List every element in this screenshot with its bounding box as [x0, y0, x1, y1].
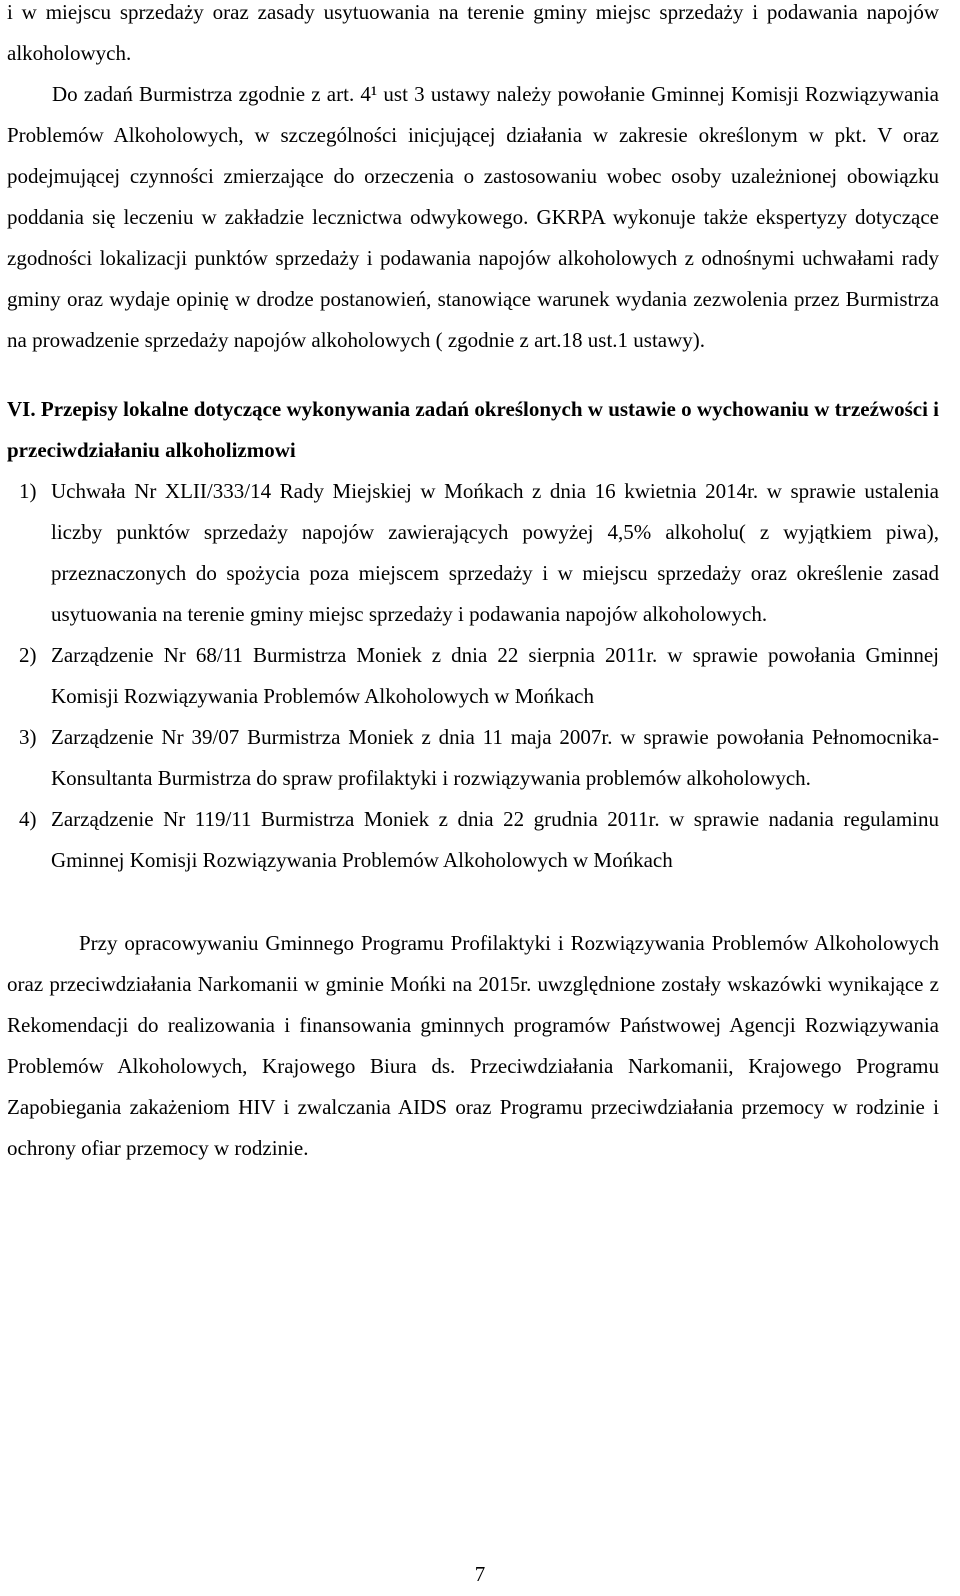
list-item-text: Zarządzenie Nr 68/11 Burmistrza Moniek z dnia 22 sierpnia 2011r. w sprawie powołania Gminnej Komisji Rozwiązywania Problemów Alkoholowych w Mońkach — [51, 643, 939, 708]
section-vi-heading — [7, 389, 939, 471]
duties-paragraph: Do zadań Burmistrza zgodnie z art. 4¹ ust 3 ustawy należy powołanie Gminnej Komisji Rozwiązywania Problemów Alkoholowych, w szczególności inicjującej działania w zakresie określonym w pkt. V oraz podejmującej czynności zmierzające do orzeczenia o zastosowaniu wobec osoby uzależnionej obowiązku poddania się leczeniu w zakładzie lecznictwa odwykowego. GKRPA wykonuje także ekspertyzy dotyczące zgodności lokalizacji punktów sprzedaży i podawania napojów alkoholowych z odnośnymi uchwałami rady gminy oraz wydaje opinię w drodze postanowień, stanowiące warunek wydania zezwolenia przez Burmistrza na prowadzenie sprzedaży napojów alkoholowych ( zgodnie z art.18 ust.1 ustawy). — [7, 82, 939, 352]
list-item — [7, 717, 939, 799]
closing-paragraph: Przy opracowywaniu Gminnego Programu Profilaktyki i Rozwiązywania Problemów Alkoholowych oraz przeciwdziałania Narkomanii w gminie Mońki na 2015r. uwzględnione zostały wskazówki wynikające z Rekomendacji do realizowania i finansowania gminnych programów Państwowej Agencji Rozwiązywania Problemów Alkoholowych, Krajowego Biura ds. Przeciwdziałania Narkomanii, Krajowego Programu Zapobiegania zakażeniom HIV i zwalczania AIDS oraz Programu przeciwdziałania przemocy w rodzinie i ochrony ofiar przemocy w rodzinie. — [7, 931, 939, 1160]
list-item-number: 2) — [19, 643, 37, 667]
continuation-paragraph: i w miejscu sprzedaży oraz zasady usytuowania na terenie gminy miejsc sprzedaży i podawania napojów alkoholowych. — [7, 0, 939, 65]
list-item-text: Zarządzenie Nr 39/07 Burmistrza Moniek z dnia 11 maja 2007r. w sprawie powołania Pełnomocnika-Konsultanta Burmistrza do spraw profilaktyki i rozwiązywania problemów alkoholowych. — [51, 725, 939, 790]
section-number: VI. — [7, 397, 36, 421]
page-content — [7, 0, 939, 1169]
list-item-text: Zarządzenie Nr 119/11 Burmistrza Moniek z dnia 22 grudnia 2011r. w sprawie nadania regulaminu Gminnej Komisji Rozwiązywania Problemów Alkoholowych w Mońkach — [51, 807, 939, 872]
regulations-list — [7, 471, 939, 881]
list-item — [7, 799, 939, 881]
list-item-number: 3) — [19, 725, 37, 749]
list-item-number: 1) — [19, 479, 37, 503]
list-item-text: Uchwała Nr XLII/333/14 Rady Miejskiej w Mońkach z dnia 16 kwietnia 2014r. w sprawie ustalenia liczby punktów sprzedaży napojów zawierających powyżej 4,5% alkoholu( z wyjątkiem piwa), przeznaczonych do spożycia poza miejscem sprzedaży i w miejscu sprzedaży oraz określenie zasad usytuowania na terenie gminy miejsc sprzedaży i podawania napojów alkoholowych. — [51, 479, 939, 626]
list-item — [7, 471, 939, 635]
list-item-number: 4) — [19, 807, 37, 831]
list-item — [7, 635, 939, 717]
page-number: 7 — [474, 1562, 486, 1586]
section-title: Przepisy lokalne dotyczące wykonywania zadań określonych w ustawie o wychowaniu w trzeźwości i przeciwdziałaniu alkoholizmowi — [7, 397, 940, 462]
